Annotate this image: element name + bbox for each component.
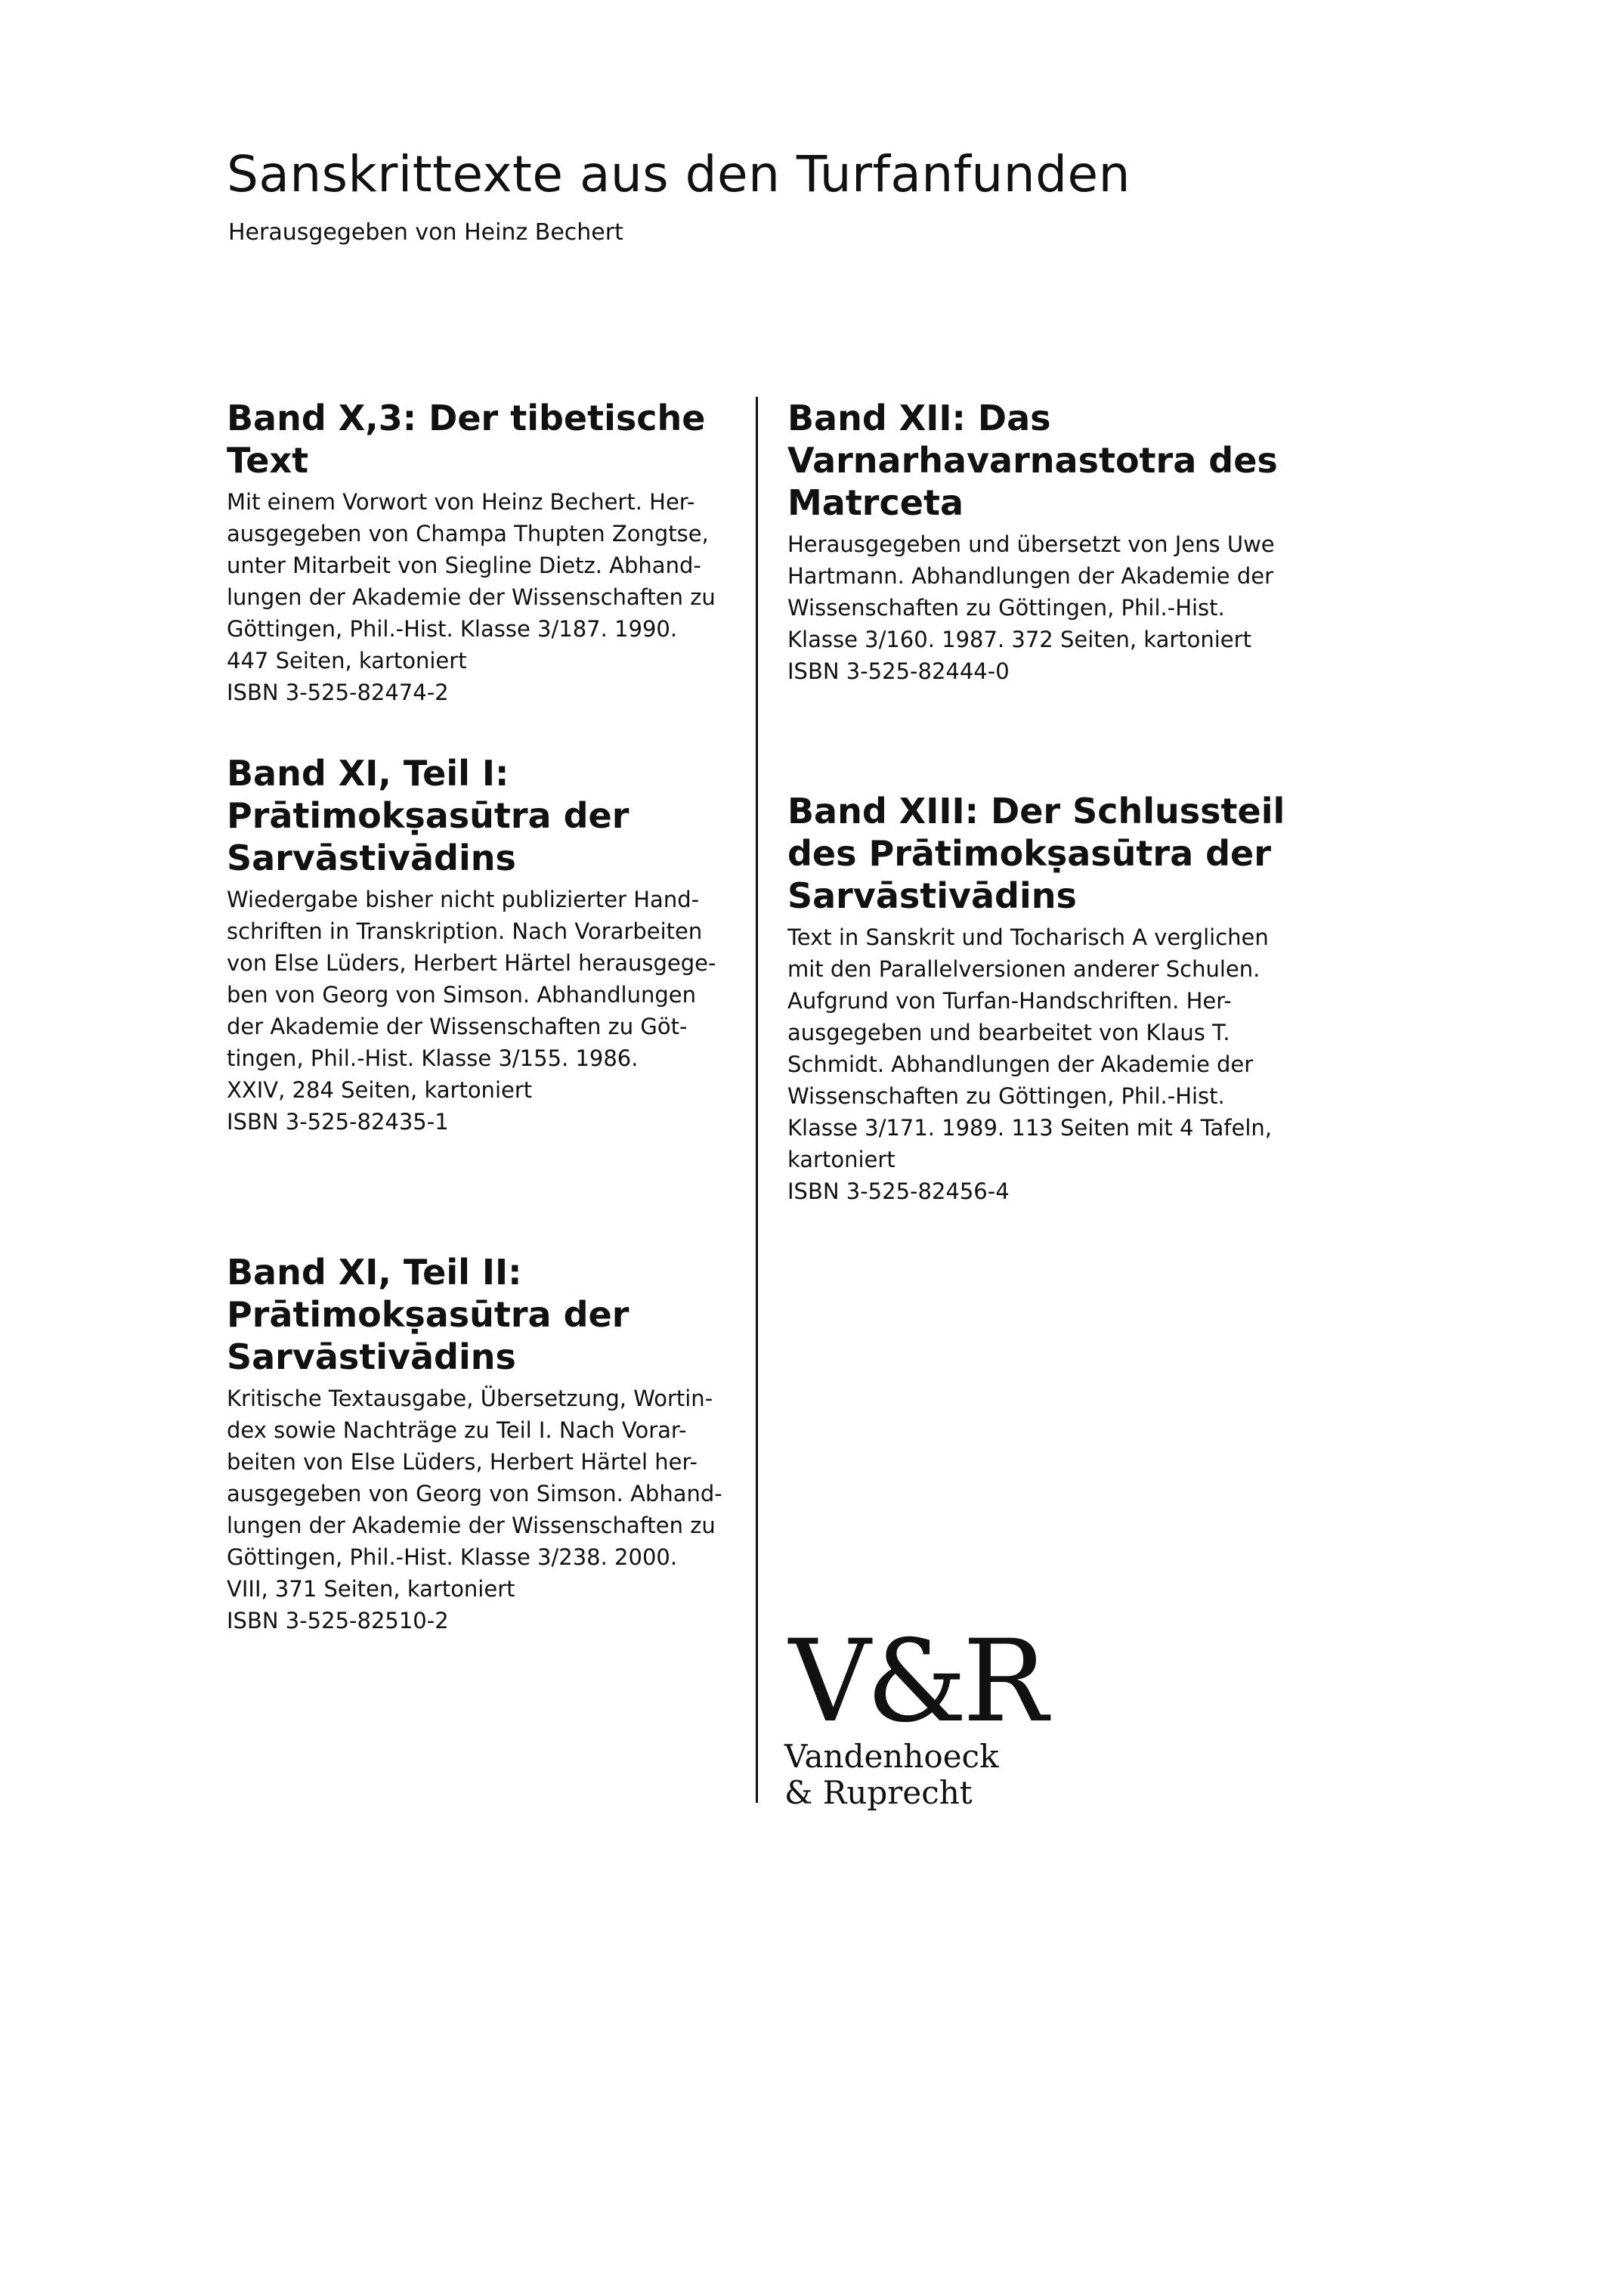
entry-description: Text in Sanskrit und Tocharisch A verglichen mit den Parallelversionen anderer Schulen. Aufgrund von Turfan-Handschriften. Her- ausgegeben und bearbeitet von Klaus T. Schmidt. Abhandlungen der Akademie der Wissenschaften zu Göttingen, Phil.-Hist. Klasse 3/171. 1989. 113 Seiten mit 4 Tafeln, kartoniert ISBN 3-525-82456-4 xyxy=(787,924,1273,1204)
entry-title: Band XII: Das Varnarhavarnastotra des Matrceta xyxy=(787,398,1278,523)
entry-band-xi-teil-ii xyxy=(227,1251,722,1637)
publisher-logo xyxy=(784,1616,1044,1811)
entry-description: Herausgegeben und übersetzt von Jens Uwe Hartmann. Abhandlungen der Akademie der Wissenschaften zu Göttingen, Phil.-Hist. Klasse 3/160. 1987. 372 Seiten, kartoniert ISBN 3-525-82444-0 xyxy=(787,531,1275,684)
publisher-name-line-2: & Ruprecht xyxy=(784,1774,973,1811)
publisher-mark: V&R xyxy=(789,1616,1044,1748)
entry-band-xii xyxy=(787,397,1278,687)
series-title: Sanskrittexte aus den Turfanfunden xyxy=(227,145,1131,203)
entry-title: Band XIII: Der Schlussteil des Prātimokṣasūtra der Sarvāstivādins xyxy=(787,791,1285,916)
entry-description: Mit einem Vorwort von Heinz Bechert. Her- ausgegeben von Champa Thupten Zongtse, unter Mitarbeit von Siegline Dietz. Abhand- lungen der Akademie der Wissenschaften zu Göttingen, Phil.-Hist. Klasse 3/187. 1990. 447 Seiten, kartoniert ISBN 3-525-82474-2 xyxy=(227,489,716,705)
series-editor: Herausgegeben von Heinz Bechert xyxy=(228,219,623,246)
entry-title: Band XI, Teil II: Prātimokṣasūtra der Sarvāstivādins xyxy=(227,1252,629,1377)
column-divider xyxy=(756,397,758,1803)
entry-title: Band XI, Teil I: Prātimokṣasūtra der Sarvāstivādins xyxy=(227,753,629,878)
publisher-name-line-1: Vandenhoeck xyxy=(784,1738,999,1775)
entry-band-x-3 xyxy=(227,397,741,708)
entry-band-xi-teil-i xyxy=(227,752,716,1138)
entry-title: Band X,3: Der tibetische Text xyxy=(227,398,706,481)
entry-band-xiii xyxy=(787,790,1285,1207)
entry-description: Kritische Textausgabe, Übersetzung, Wortin- dex sowie Nachträge zu Teil I. Nach Vorar- beiten von Else Lüders, Herbert Härtel her- ausgegeben von Georg von Simson. Abhand- lungen der Akademie der Wissenschaften zu Göttingen, Phil.-Hist. Klasse 3/238. 2000. VIII, 371 Seiten, kartoniert ISBN 3-525-82510-2 xyxy=(227,1386,722,1634)
entry-description: Wiedergabe bisher nicht publizierter Hand- schriften in Transkription. Nach Vorarbeiten von Else Lüders, Herbert Härtel herausgege- ben von Georg von Simson. Abhandlungen der Akademie der Wissenschaften zu Göt- tingen, Phil.-Hist. Klasse 3/155. 1986. XXIV, 284 Seiten, kartoniert ISBN 3-525-82435-1 xyxy=(227,887,716,1135)
